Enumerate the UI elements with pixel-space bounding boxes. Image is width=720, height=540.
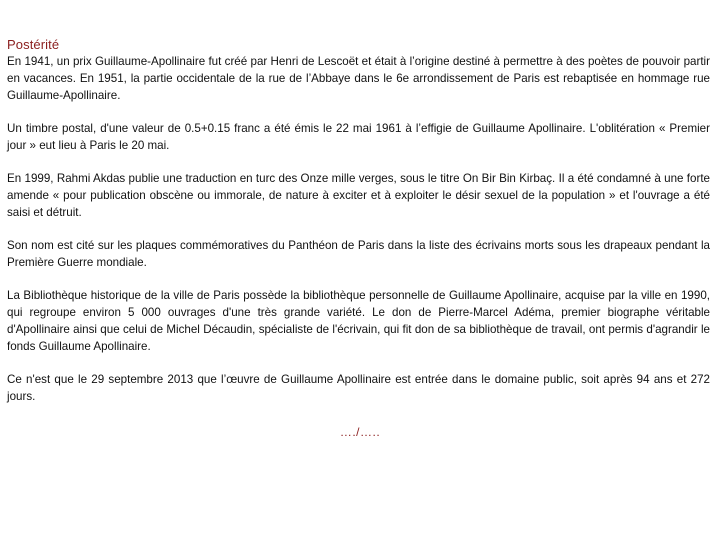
paragraph-translation: En 1999, Rahmi Akdas publie une traduction en turc des Onze mille verges, sous le titre On Bir Bin Kirbaç. Il a été condamné à une forte amende « pour publication obscène ou immorale, de nature à exciter et à exploiter le désir sexuel de la population » et l'ouvrage a été saisi et détruit.	[7, 172, 710, 219]
section-heading: Postérité	[7, 37, 60, 52]
paragraph-public-domain: Ce n'est que le 29 septembre 2013 que l’œuvre de Guillaume Apollinaire est entrée dans le domaine public, soit après 94 ans et 272 jours.	[7, 373, 710, 403]
continuation-mark: …./…..	[339, 425, 381, 439]
paragraph-library: La Bibliothèque historique de la ville de Paris possède la bibliothèque personnelle de Guillaume Apollinaire, acquise par la ville en 1990, qui regroupe environ 5 000 ouvrages d'une très grande variété. Le don de Pierre-Marcel Adéma, premier biographe véritable d'Apollinaire ainsi que celui de Michel Décaudin, spécialiste de l'écrivain, qui fit don de sa bibliothèque de travail, ont permis d'agrandir le fonds Guillaume Apollinaire.	[7, 289, 710, 353]
paragraph-prize: En 1941, un prix Guillaume-Apollinaire fut créé par Henri de Lescoët et était à l’origine destiné à permettre à des poètes de pouvoir partir en vacances. En 1951, la partie occidentale de la rue de l’Abbaye dans le 6e arrondissement de Paris est rebaptisée en hommage rue Guillaume-Apollinaire.	[7, 55, 710, 102]
paragraph-stamp: Un timbre postal, d'une valeur de 0.5+0.15 franc a été émis le 22 mai 1961 à l’effigie de Guillaume Apollinaire. L'oblitération « Premier jour » eut lieu à Paris le 20 mai.	[7, 122, 710, 152]
paragraph-pantheon: Son nom est cité sur les plaques commémoratives du Panthéon de Paris dans la liste des écrivains morts sous les drapeaux pendant la Première Guerre mondiale.	[7, 239, 710, 269]
body-text	[7, 53, 710, 421]
